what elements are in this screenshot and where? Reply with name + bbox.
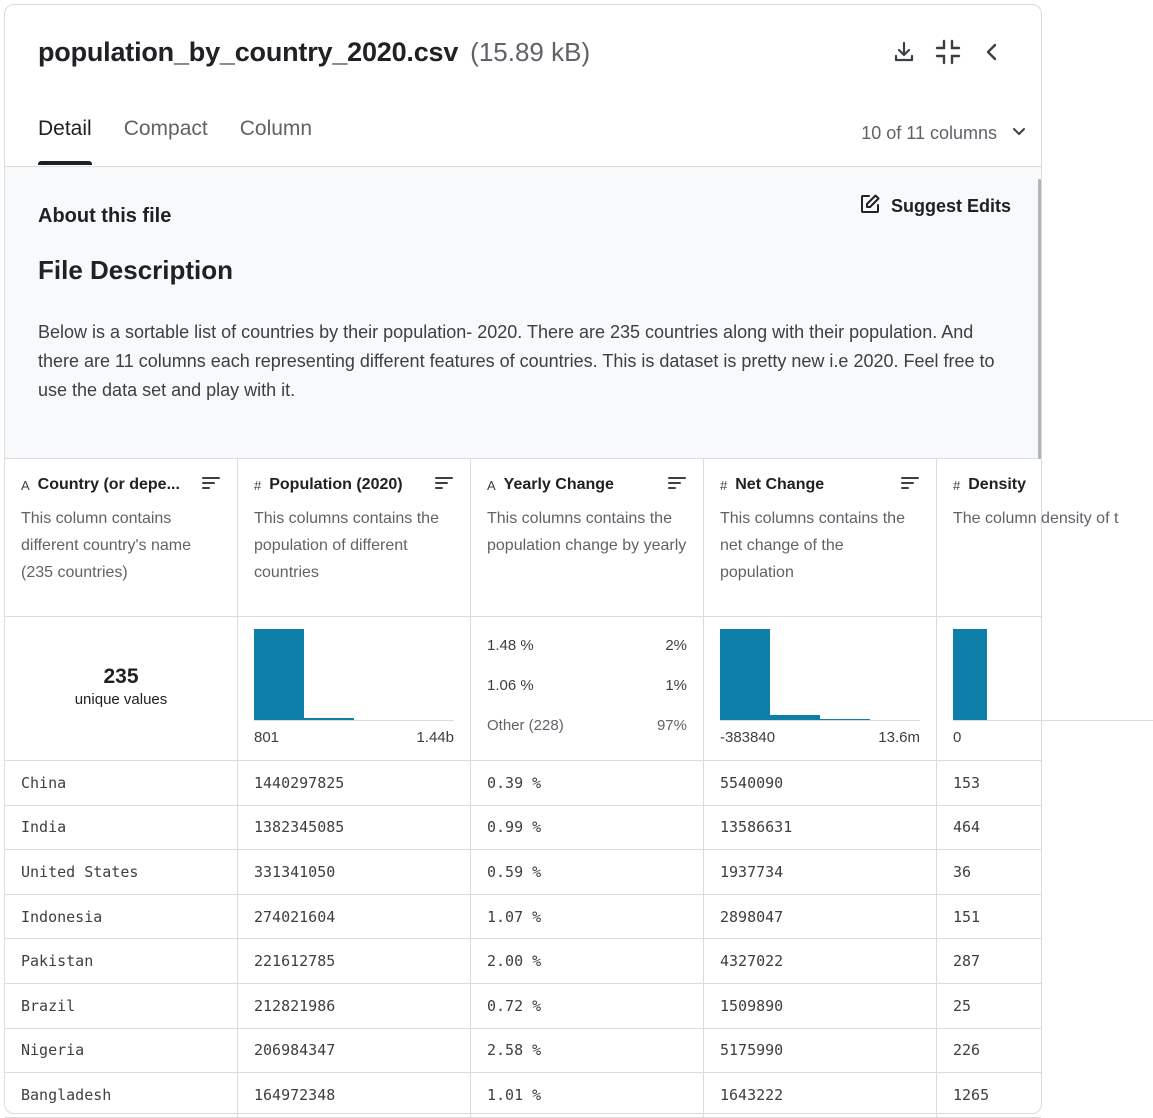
table-cell: 0.99 % — [471, 806, 704, 850]
column-selector[interactable] — [861, 123, 1027, 144]
column-name: Net Change — [735, 476, 825, 493]
edit-icon — [859, 193, 881, 220]
column-description: The column density of t — [953, 510, 1119, 527]
data-table — [5, 459, 1119, 1118]
suggest-edits-button[interactable] — [859, 193, 1011, 220]
table-cell: 2.58 % — [471, 1029, 704, 1073]
unique-label: unique values — [74, 691, 168, 708]
histogram-max: 13.6m — [878, 729, 920, 746]
table-cell: 1265 — [953, 1085, 990, 1104]
table-cell: 1.01 % — [471, 1073, 704, 1117]
stat-population — [238, 617, 471, 760]
category-row — [487, 625, 687, 665]
category-label: 1.06 % — [487, 676, 534, 694]
table-cell: 1937734 — [704, 850, 937, 894]
column-stats-row — [5, 617, 1041, 761]
column-header-country — [5, 459, 238, 616]
table-cell: 287 — [953, 952, 981, 971]
table-cell: China — [5, 761, 238, 805]
table-cell: 274021604 — [238, 895, 471, 939]
table-cell: 206984347 — [238, 1029, 471, 1073]
table-cell: 13586631 — [704, 806, 937, 850]
table-cell: 1643222 — [704, 1073, 937, 1117]
column-description: This columns contains the net change of the population — [720, 510, 905, 581]
column-name: Population (2020) — [269, 476, 403, 493]
table-row — [5, 850, 1041, 895]
table-cell: 1382345085 — [238, 806, 471, 850]
about-section — [5, 166, 1041, 459]
table-cell: 1440297825 — [238, 761, 471, 805]
histogram-bar — [770, 715, 820, 720]
column-header-density — [937, 459, 1119, 616]
table-cell: 5175990 — [704, 1029, 937, 1073]
category-row — [487, 705, 687, 745]
column-header-net-change — [704, 459, 937, 616]
sort-icon[interactable] — [434, 475, 454, 496]
table-cell: 5540090 — [704, 761, 937, 805]
histogram-min: 0 — [953, 729, 962, 746]
column-description: This columns contains the population of different countries — [254, 510, 439, 581]
sort-icon[interactable] — [900, 475, 920, 496]
column-name: Density — [968, 476, 1027, 493]
table-cell: 36 — [953, 862, 972, 881]
stat-density — [937, 617, 1041, 760]
category-pct: 97% — [656, 716, 687, 734]
column-header-row — [5, 459, 1119, 617]
stat-country — [5, 617, 238, 760]
sort-icon[interactable] — [667, 475, 687, 496]
histogram[interactable] — [254, 629, 454, 721]
stat-net-change — [704, 617, 937, 760]
column-header-population — [238, 459, 471, 616]
table-cell: 1.07 % — [471, 895, 704, 939]
numeric-type-icon: # — [254, 477, 262, 493]
table-cell: Brazil — [5, 984, 238, 1028]
stat-yearly-change — [471, 617, 704, 760]
table-cell: 226 — [953, 1041, 981, 1060]
data-rows — [5, 761, 1041, 1118]
download-icon[interactable] — [891, 39, 917, 65]
chevron-left-icon[interactable] — [979, 39, 1005, 65]
file-name: population_by_country_2020.csv — [38, 37, 459, 67]
table-row — [5, 1073, 1041, 1118]
view-tabs — [38, 117, 312, 161]
string-type-icon: A — [21, 477, 30, 493]
table-row — [5, 1029, 1041, 1074]
header-actions — [891, 39, 1005, 65]
unique-count: 235 — [103, 665, 139, 688]
histogram-min: 801 — [254, 729, 280, 746]
table-cell: 25 — [953, 996, 972, 1015]
column-header-yearly-change — [471, 459, 704, 616]
table-cell: Nigeria — [5, 1029, 238, 1073]
table-cell: 0.72 % — [471, 984, 704, 1028]
table-cell: Indonesia — [5, 895, 238, 939]
collapse-icon[interactable] — [935, 39, 961, 65]
table-cell: 464 — [953, 818, 981, 837]
dataset-file-card — [4, 4, 1119, 1114]
table-row — [5, 939, 1041, 984]
table-cell: 2.00 % — [471, 939, 704, 983]
sort-icon[interactable] — [201, 475, 221, 496]
category-label: 1.48 % — [487, 636, 534, 654]
table-cell: 2898047 — [704, 895, 937, 939]
table-cell: 164972348 — [238, 1073, 471, 1117]
chevron-down-icon — [1011, 123, 1027, 144]
string-type-icon: A — [487, 477, 496, 493]
table-cell: Pakistan — [5, 939, 238, 983]
table-cell: Bangladesh — [5, 1073, 238, 1117]
histogram-bar — [720, 629, 770, 720]
table-cell: 151 — [953, 907, 981, 926]
table-cell: 0.39 % — [471, 761, 704, 805]
histogram-bar — [953, 629, 987, 720]
title-row — [38, 37, 590, 77]
histogram-bar — [304, 718, 354, 720]
column-name: Yearly Change — [503, 476, 614, 493]
about-title: About this file — [38, 205, 172, 227]
column-selector-label: 10 of 11 columns — [861, 123, 997, 143]
histogram-max: 1.44b — [416, 729, 454, 746]
category-row — [487, 665, 687, 705]
file-description-text: Below is a sortable list of countries by their population- 2020. There are 235 countries along with their population. And there are 11 columns each representing different features of countries. This is dataset is pretty new i.e 2020. Feel free to use the data set and play with it. — [38, 322, 995, 400]
histogram[interactable] — [953, 629, 1153, 721]
tab-detail[interactable]: Detail — [38, 117, 92, 161]
histogram-min: -383840 — [720, 729, 776, 746]
table-cell: India — [5, 806, 238, 850]
numeric-type-icon: # — [720, 477, 728, 493]
tab-compact[interactable]: Compact — [123, 117, 208, 140]
column-description: This column contains different country's name (235 countries) — [21, 510, 191, 581]
table-cell: 1509890 — [704, 984, 937, 1028]
file-description-heading: File Description — [38, 255, 234, 285]
table-row — [5, 895, 1041, 940]
histogram-bar — [254, 629, 304, 720]
table-cell: 153 — [953, 773, 981, 792]
table-cell: 4327022 — [704, 939, 937, 983]
table-cell: 212821986 — [238, 984, 471, 1028]
table-cell: 331341050 — [238, 850, 471, 894]
tab-column[interactable]: Column — [239, 117, 313, 140]
table-row — [5, 984, 1041, 1029]
file-size: (15.89 kB) — [470, 37, 591, 67]
table-cell: 0.59 % — [471, 850, 704, 894]
histogram-bar — [820, 719, 870, 720]
category-label: Other (228) — [487, 716, 564, 734]
scrollbar[interactable] — [1038, 179, 1041, 459]
table-cell: 221612785 — [238, 939, 471, 983]
column-name: Country (or depe... — [37, 476, 180, 493]
column-description: This columns contains the population change by yearly — [487, 510, 687, 554]
table-row — [5, 761, 1041, 806]
histogram[interactable] — [720, 629, 920, 721]
category-pct: 2% — [665, 636, 687, 654]
suggest-edits-label: Suggest Edits — [890, 196, 1011, 216]
table-row — [5, 806, 1041, 851]
table-cell: United States — [5, 850, 238, 894]
numeric-type-icon: # — [953, 477, 961, 493]
category-pct: 1% — [665, 676, 687, 694]
